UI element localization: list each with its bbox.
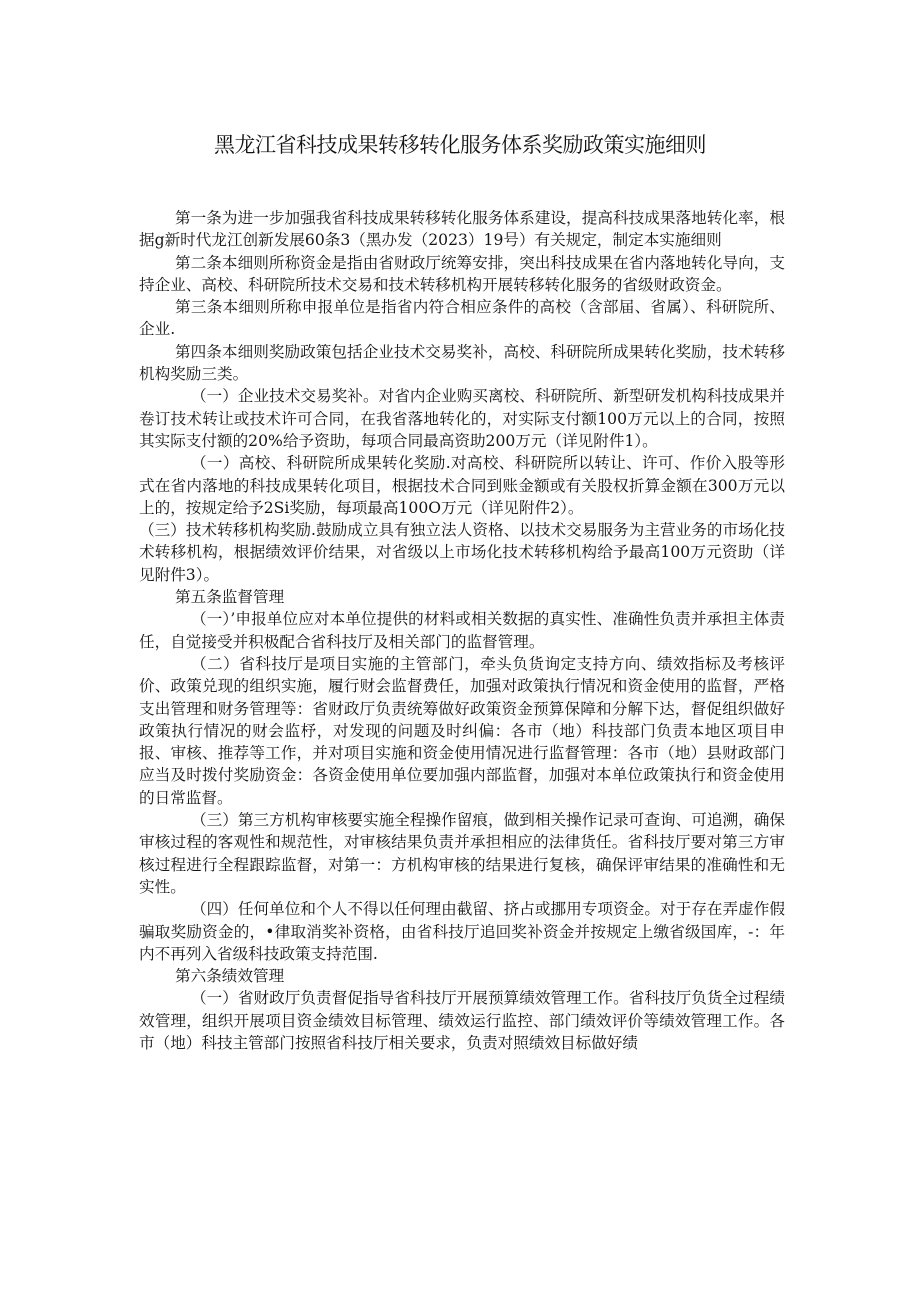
article-5-heading: 第五条监督管理 (175, 588, 285, 607)
article-5-item-1: （一）’申报单位应对本单位提供的材料或相关数据的真实性、准确性负责并承担主体责任，自觉接受并积极配合省科技厅及相关部门的监督管理。 (139, 610, 785, 651)
article-1: 第一条为进一步加强我省科技成果转移转化服务体系建设，提高科技成果落地转化率，根据g新时代龙江创新发展60条3（黑办发（2023）19号）有关规定，制定本实施细则 (139, 209, 785, 250)
article-5-item-4: （四）任何单位和个人不得以任何理由截留、挤占或挪用专项资金。对于存在弄虚作假骗取奖励资金的，•律取消奖补资格，由省科技厅追回奖补资金并按规定上缴省级国库，-：年内不再列入省级科技政策支持范围. (139, 900, 785, 963)
article-4-item-3: （三）技术转移机构奖励.鼓励成立具有独立法人资格、以技术交易服务为主营业务的市场化技术转移机构，根据绩效评价结果，对省级以上市场化技术转移机构给予最高100万元资助（详见附件3）。 (139, 521, 785, 584)
article-2: 第二条本细则所称资金是指由省财政厅统筹安排，突出科技成果在省内落地转化导向，支持企业、高校、科研院所技术交易和技术转移机构开展转移转化服务的省级财政资金。 (139, 253, 785, 294)
article-4-item-1: （一）企业技术交易奖补。对省内企业购买离校、科研院所、新型研发机构科技成果并卷订技术转让或技术许可合同，在我省落地转化的，对实际支付额100万元以上的合同，按照其实际支付额的20%给予资助，每项合同最高资助200万元（详见附件1）。 (139, 387, 785, 450)
article-4-item-2: （一）高校、科研院所成果转化奖励.对高校、科研院所以转让、许可、作价入股等形式在省内落地的科技成果转化项目，根据技术合同到账金额或有关股权折算金额在300万元以上的，按规定给予2Si奖励，每项最高100O万元（详见附件2）。 (139, 454, 785, 517)
article-3: 第三条本细则所称申报单位是指省内符合相应条件的高校（含部届、省属）、科研院所、企业. (139, 298, 785, 339)
article-4: 第四条本细则奖励政策包括企业技术交易奖补，高校、科研院所成果转化奖励，技术转移机构奖励三类。 (139, 342, 785, 384)
article-6-heading: 第六条绩效管理 (175, 967, 285, 986)
article-5-item-2: （二）省科技厅是项目实施的主管部门，牵头负货询定支持方向、绩效指标及考核评价、政策兑现的组织实施，履行财会监督费任，加强对政策执行情况和资金使用的监督，严格支出管理和财务管理等：省财政厅负责统筹做好政策资金预算保障和分解下达，督促组织做好政策执行情况的财会监杼，对发现的问题及时纠偏：各市（地）科技部门负责本地区项目申报、审核、推荐等工作，并对项目实施和资金使用情况进行监督管理：各市（地）县财政部门应当及时拨付奖励资金：各资金使用单位要加强内部监督，加强对本单位政策执行和资金使用的日常监督。 (139, 654, 785, 807)
article-5-item-3: （三）第三方机构审核要实施全程操作留痕，做到相关操作记录可查询、可追溯，确保审核过程的客观性和规范性，对审核结果负责并承担相应的法律货任。省科技厅要对第三方审核过程进行全程跟踪监督，对第一：方机构审核的结果进行复核，确保评审结果的准确性和无实性。 (139, 811, 785, 896)
document-title: 黑龙江省科技成果转移转化服务体系奖励政策实施细则 (214, 133, 706, 157)
article-6-item-1: （一）省财政厅负责督促指导省科技厅开展预算绩效管理工作。省科技厅负货全过程绩效管理，组织开展项目资金绩效目标管理、绩效运行监控、部门绩效评价等绩效管理工作。各市（地）科技主管部门按照省科技厅相关要求，负责对照绩效目标做好绩 (139, 989, 785, 1052)
document-body (139, 207, 785, 1054)
